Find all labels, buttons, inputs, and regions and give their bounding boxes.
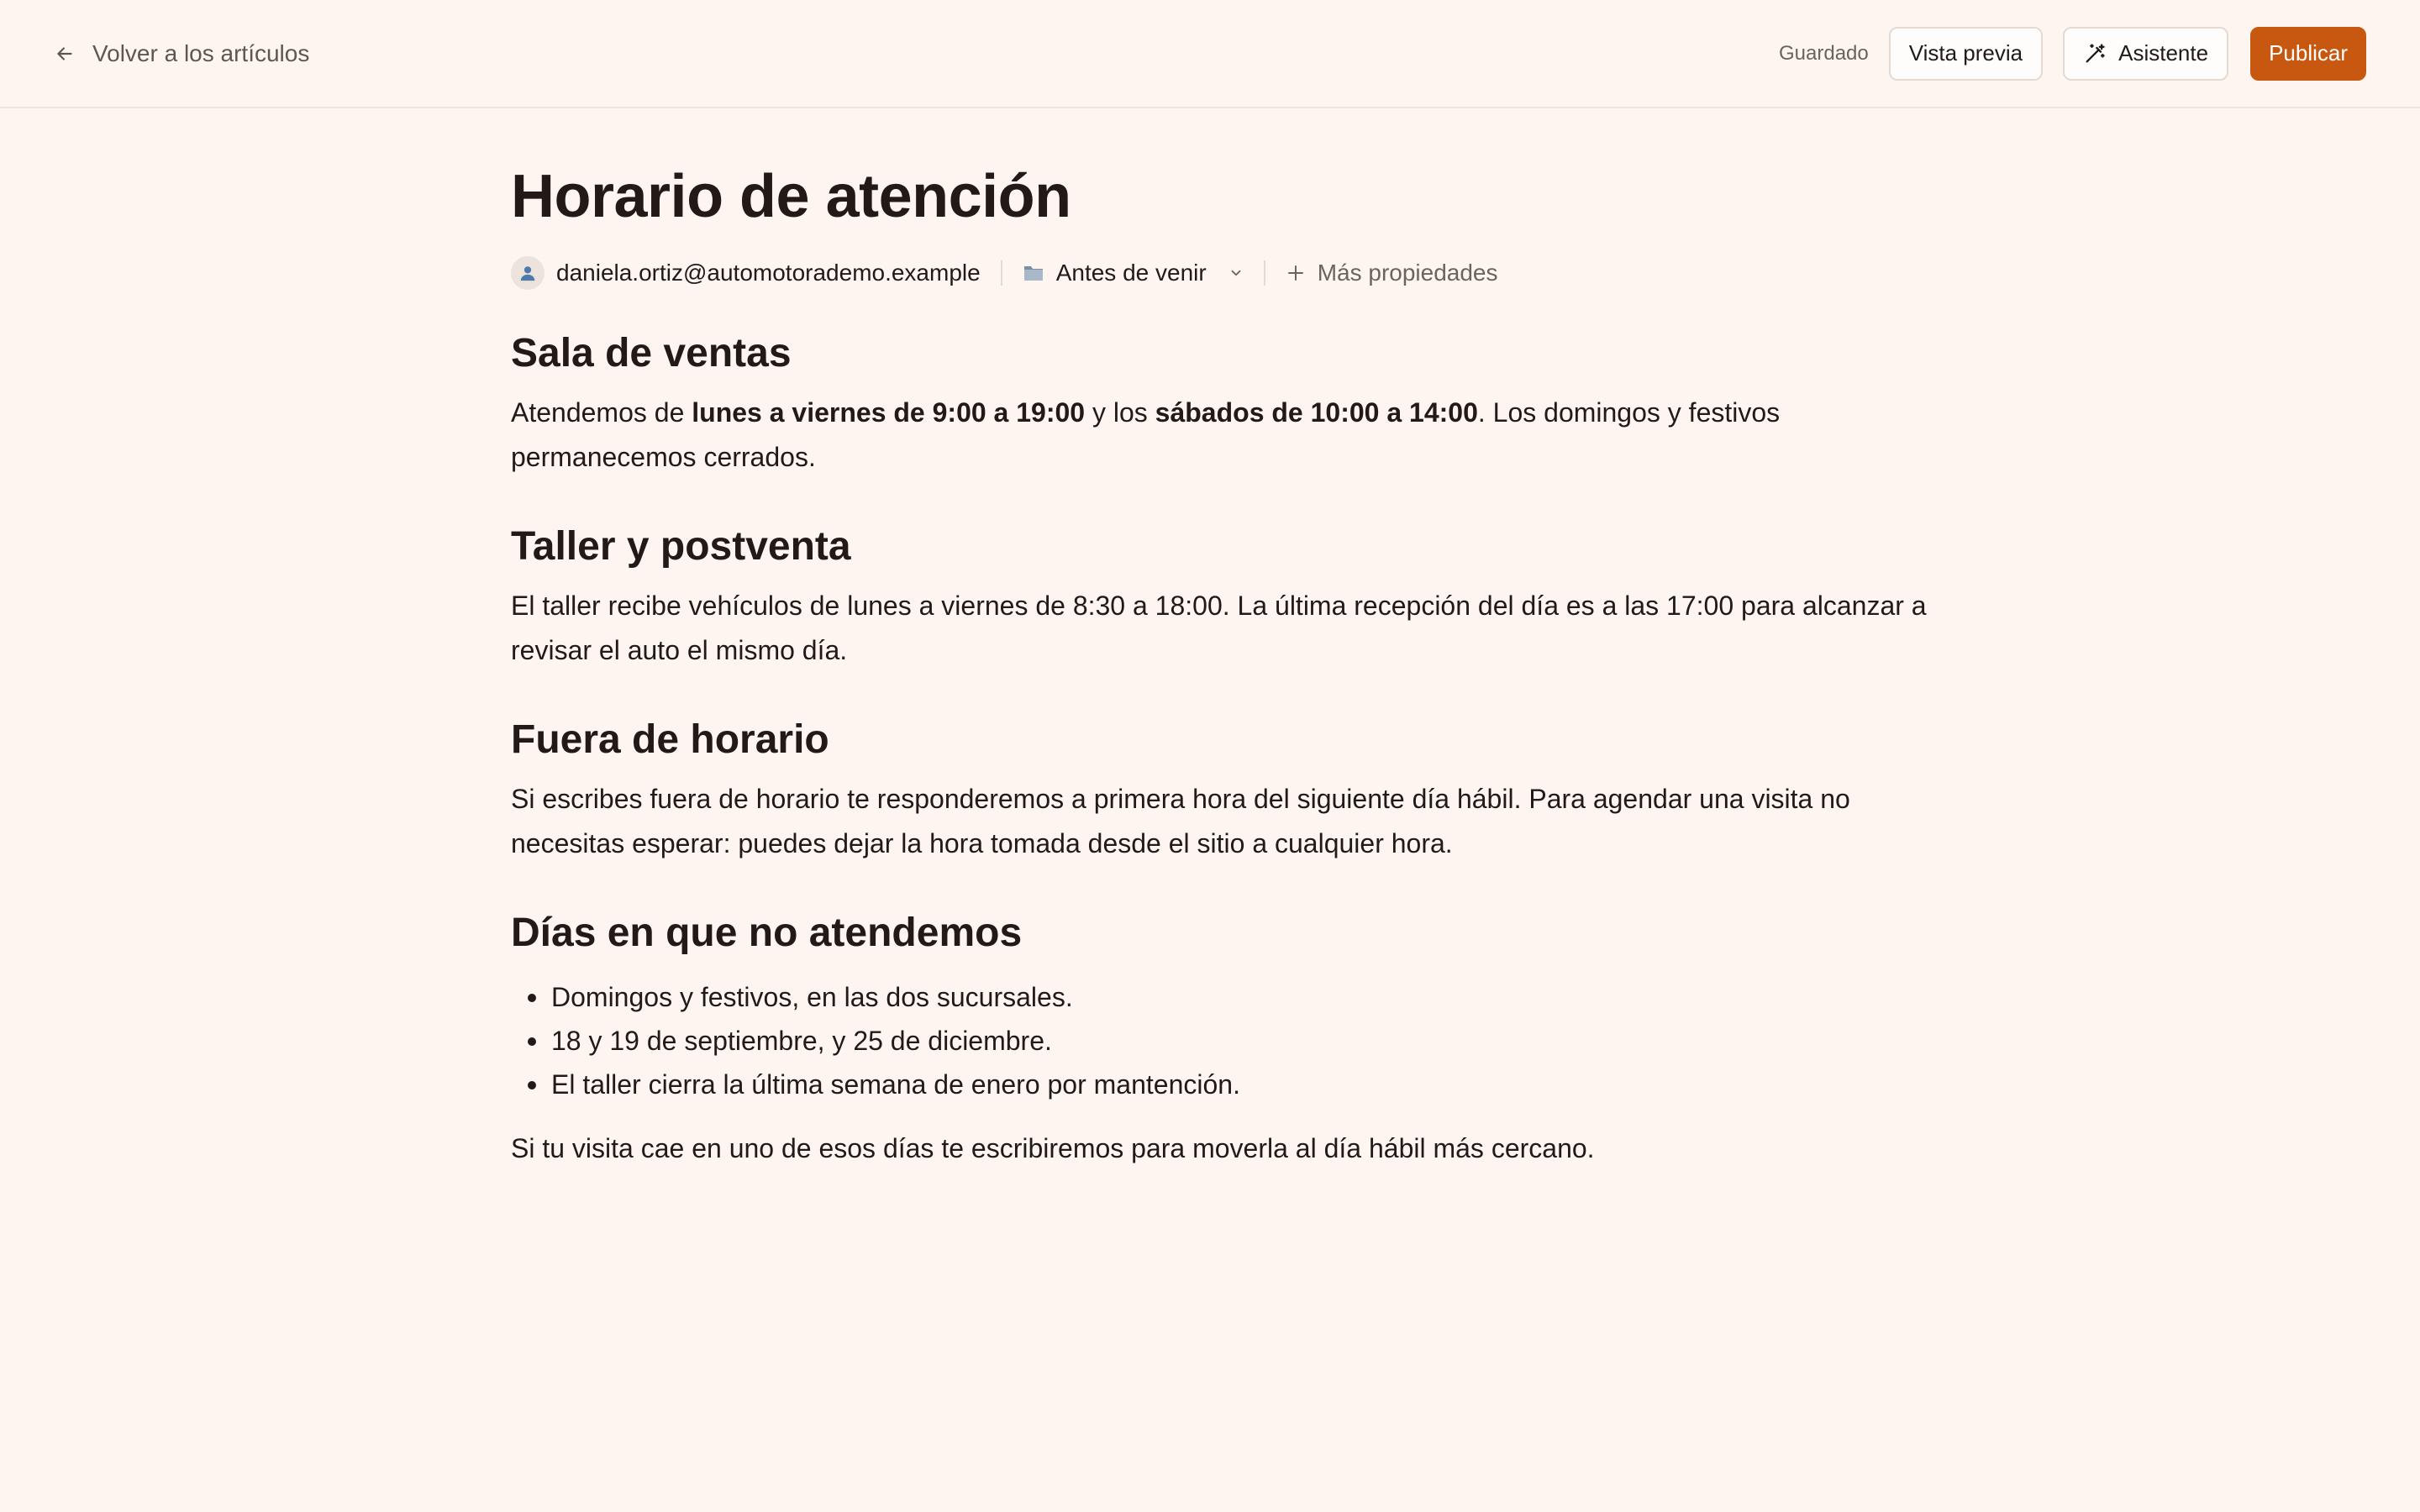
back-label: Volver a los artículos: [92, 39, 310, 66]
publish-button-label: Publicar: [2269, 40, 2348, 66]
preview-button[interactable]: [1889, 27, 2043, 81]
section-heading: Fuera de horario: [511, 717, 829, 762]
text-run: y los: [1085, 397, 1155, 428]
list-item: 18 y 19 de septiembre, y 25 de diciembre.: [511, 1019, 1939, 1063]
divider: [1001, 260, 1002, 286]
section-paragraph: [511, 391, 1939, 480]
bold-text: lunes a viernes de 9:00 a 19:00: [692, 397, 1086, 428]
text-run: . Los domingos y festivos permanecemos cerrados.: [511, 397, 1781, 472]
list-item: Domingos y festivos, en las dos sucursales.: [511, 975, 1939, 1019]
preview-button-label: Vista previa: [1908, 40, 2023, 66]
arrow-left-icon: [54, 43, 76, 65]
section-heading: Días en que no atendemos: [511, 911, 1023, 955]
publish-button[interactable]: [2250, 27, 2366, 81]
save-status: Guardado: [1778, 41, 1869, 65]
chevron-down-icon: [1228, 265, 1244, 281]
section-paragraph: Si tu visita cae en uno de esos días te escribiremos para moverla al día hábil más cercano.: [511, 1133, 1595, 1163]
magic-wand-icon: [2083, 42, 2107, 66]
top-bar: [0, 0, 2420, 108]
section-fuera-de-horario: [511, 710, 1939, 866]
section-sala-de-ventas: [511, 323, 1939, 480]
plus-icon: [1286, 263, 1306, 283]
more-properties-label: Más propiedades: [1317, 260, 1498, 286]
article-body[interactable]: [511, 323, 1939, 1171]
assistant-button[interactable]: [2063, 27, 2228, 81]
section-taller: [511, 517, 1939, 673]
text-run: Atendemos de: [511, 397, 692, 428]
section-dias-cerrados: [511, 903, 1939, 1171]
author-avatar: [511, 256, 544, 290]
header-actions: [1779, 27, 2366, 81]
list-item: El taller cierra la última semana de enero por mantención.: [511, 1063, 1939, 1106]
section-heading: Sala de ventas: [511, 331, 792, 375]
article-title[interactable]: Horario de atención: [511, 163, 1071, 230]
article-properties: [511, 250, 1498, 296]
divider: [1264, 260, 1265, 286]
section-paragraph: Si escribes fuera de horario te responderemos a primera hora del siguiente día hábil. Para agendar una visita no necesitas esperar: puedes dejar la hora tomada desde el sitio a cualquier hora.: [511, 784, 1850, 858]
folder-icon: [1023, 263, 1044, 283]
more-properties-button[interactable]: [1286, 260, 1498, 286]
bold-text: sábados de 10:00 a 14:00: [1155, 397, 1478, 428]
author-email[interactable]: daniela.ortiz@automotorademo.example: [556, 260, 981, 286]
user-icon: [518, 264, 537, 282]
closed-days-list: [511, 975, 1939, 1106]
collection-name: Antes de venir: [1055, 260, 1207, 286]
section-heading: Taller y postventa: [511, 524, 851, 569]
back-to-articles-link[interactable]: [54, 40, 309, 67]
collection-select[interactable]: [1023, 260, 1244, 286]
section-paragraph: El taller recibe vehículos de lunes a viernes de 8:30 a 18:00. La última recepción del día es a las 17:00 para alcanzar a revisar el auto el mismo día.: [511, 591, 1927, 665]
assistant-button-label: Asistente: [2118, 40, 2209, 66]
